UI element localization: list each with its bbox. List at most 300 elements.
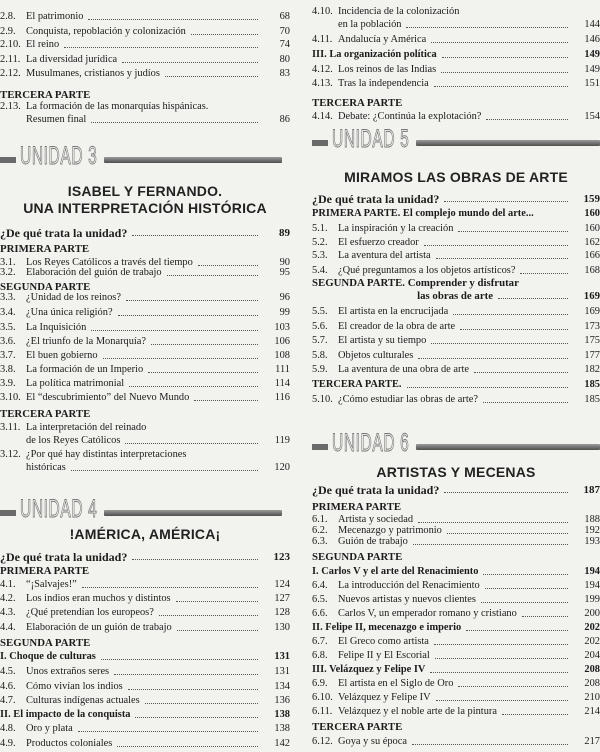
- toc-entry[interactable]: [312, 649, 600, 662]
- entry-title: El esfuerzo creador: [338, 237, 419, 248]
- page-number: 185: [584, 394, 600, 405]
- banner-bar-right: [104, 157, 282, 163]
- toc-entry[interactable]: [312, 677, 600, 690]
- entry-title: I. Choque de culturas: [0, 651, 96, 662]
- entry-title: Nuevos artistas y nuevos clientes: [338, 594, 476, 605]
- part-heading-continued: [312, 289, 600, 302]
- unit-title-line: !AMÉRICA, AMÉRICA¡: [69, 526, 221, 542]
- unit-intro-entry[interactable]: [312, 190, 600, 205]
- page-number: 160: [584, 208, 600, 219]
- entry-title: Mecenazgo y patrimonio: [338, 525, 442, 536]
- dot-leader: [436, 700, 568, 701]
- entry-title: Carlos V, un emperador romano y cristiano: [338, 608, 517, 619]
- entry-number: 6.7.: [312, 636, 328, 647]
- page-number: 214: [584, 706, 600, 717]
- part-heading: TERCERA PARTE: [312, 97, 403, 109]
- entry-title: Productos coloniales: [26, 738, 113, 749]
- page-number: 160: [584, 223, 600, 234]
- toc-entry[interactable]: [312, 607, 600, 620]
- toc-entry[interactable]: [0, 621, 290, 634]
- page-number: 208: [584, 678, 600, 689]
- page-number: 162: [584, 237, 600, 248]
- unit-intro-entry[interactable]: [0, 224, 290, 239]
- entry-title: Elaboración de un guión de trabajo: [26, 622, 172, 633]
- dot-leader: [101, 659, 258, 660]
- toc-entry[interactable]: [0, 665, 290, 678]
- section-entry[interactable]: [312, 663, 600, 676]
- entry-number: 4.11.: [312, 34, 333, 45]
- page-number: 200: [584, 608, 600, 619]
- toc-entry[interactable]: [312, 77, 600, 90]
- toc-entry[interactable]: [312, 363, 600, 376]
- toc-entry[interactable]: [0, 377, 290, 390]
- entry-title: El artista en la encrucijada: [338, 306, 449, 317]
- entry-number: 3.11.: [0, 422, 21, 433]
- toc-entry[interactable]: [0, 67, 290, 80]
- page-number: 124: [274, 579, 290, 590]
- entry-number: 3.12.: [0, 449, 21, 460]
- dot-leader: [424, 245, 568, 246]
- dot-leader: [176, 601, 258, 602]
- entry-number: 5.5.: [312, 306, 328, 317]
- dot-leader: [458, 686, 568, 687]
- entry-number: 4.9.: [0, 738, 16, 749]
- entry-number: 4.13.: [312, 78, 333, 89]
- toc-entry[interactable]: [312, 349, 600, 362]
- page-number: 120: [274, 462, 290, 473]
- dot-leader: [453, 314, 568, 315]
- entry-title: ¿Qué pretendían los europeos?: [26, 607, 154, 618]
- section-entry[interactable]: [312, 48, 600, 61]
- dot-leader: [413, 544, 568, 545]
- part-heading: PRIMERA PARTE: [0, 565, 90, 577]
- toc-entry[interactable]: [0, 680, 290, 693]
- entry-title: ¿Unidad de los reinos?: [26, 292, 121, 303]
- dot-leader: [88, 19, 258, 20]
- dot-leader: [436, 258, 568, 259]
- page-number: 89: [279, 227, 290, 239]
- page-number: 199: [584, 594, 600, 605]
- entry-title: El buen gobierno: [26, 350, 98, 361]
- page-number: 127: [274, 593, 290, 604]
- toc-entry[interactable]: [0, 266, 290, 279]
- page-number: 96: [279, 292, 290, 303]
- entry-title: Resumen final: [26, 114, 87, 125]
- dot-leader: [117, 746, 258, 747]
- page-number: 114: [274, 378, 290, 389]
- page-number: 185: [584, 379, 600, 390]
- entry-number: 6.10.: [312, 692, 333, 703]
- page-number: 146: [584, 34, 600, 45]
- page-number: 159: [583, 193, 600, 205]
- dot-leader: [407, 387, 568, 388]
- page-number: 208: [584, 664, 600, 675]
- part-heading: SEGUNDA PARTE: [312, 551, 403, 563]
- page-number: 194: [584, 566, 600, 577]
- dot-leader: [103, 358, 258, 359]
- banner-bar-left: [312, 444, 328, 450]
- entry-number: 5.7.: [312, 335, 328, 346]
- toc-entry[interactable]: [312, 334, 600, 347]
- dot-leader: [444, 201, 568, 202]
- toc-entry[interactable]: [0, 737, 290, 750]
- page-number: 217: [584, 736, 600, 747]
- toc-entry[interactable]: [0, 306, 290, 319]
- toc-right-column: [312, 0, 600, 752]
- unit-intro-entry[interactable]: [312, 481, 600, 496]
- page-number: 74: [279, 39, 290, 50]
- page-number: 177: [584, 350, 600, 361]
- entry-number: 3.10.: [0, 392, 21, 403]
- toc-entry[interactable]: [0, 53, 290, 66]
- entry-number: 4.5.: [0, 666, 16, 677]
- page-number: 187: [583, 484, 600, 496]
- dot-leader: [148, 372, 258, 373]
- dot-leader: [114, 674, 258, 675]
- entry-title-continued: [26, 461, 290, 474]
- entry-title: ¿Cómo estudiar las obras de arte?: [338, 394, 478, 405]
- entry-number: 5.3.: [312, 250, 328, 261]
- unit-banner: [0, 142, 290, 170]
- page-number: 130: [274, 622, 290, 633]
- entry-title: III. Velázquez y Felipe IV: [312, 664, 426, 675]
- entry-number: 6.3.: [312, 536, 328, 547]
- unit-title: [0, 183, 290, 217]
- banner-bar-left: [0, 157, 16, 163]
- page-number: 86: [279, 114, 290, 125]
- toc-entry[interactable]: [312, 5, 600, 30]
- page-number: 142: [274, 738, 290, 749]
- toc-entry[interactable]: [0, 694, 290, 707]
- part-heading[interactable]: [312, 276, 600, 302]
- page-number: 136: [274, 695, 290, 706]
- dot-leader: [177, 630, 258, 631]
- entry-number: 6.8.: [312, 650, 328, 661]
- unit-label: UNIDAD 5: [332, 125, 410, 153]
- part-heading: TERCERA PARTE: [0, 408, 91, 420]
- toc-entry[interactable]: [0, 100, 290, 125]
- toc-entry[interactable]: [312, 110, 600, 123]
- dot-leader: [82, 587, 258, 588]
- page-number: 70: [279, 26, 290, 37]
- dot-leader: [151, 344, 258, 345]
- banner-bar-right: [104, 510, 282, 516]
- entry-title: La Inquisición: [26, 322, 87, 333]
- entry-title: II. El impacto de la conquista: [0, 709, 131, 720]
- section-entry[interactable]: [312, 621, 600, 634]
- dot-leader: [64, 47, 258, 48]
- dot-leader: [442, 57, 568, 58]
- section-entry[interactable]: [0, 650, 290, 663]
- page-number: 169: [584, 306, 600, 317]
- page-number: 106: [274, 336, 290, 347]
- dot-leader: [91, 330, 258, 331]
- toc-entry[interactable]: [0, 335, 290, 348]
- entry-title: La aventura del artista: [338, 250, 431, 261]
- page-number: 108: [274, 350, 290, 361]
- entry-number: 5.8.: [312, 350, 328, 361]
- entry-title: Musulmanes, cristianos y judíos: [26, 68, 160, 79]
- part-heading: PRIMERA PARTE: [0, 243, 90, 255]
- page-number: 210: [584, 692, 600, 703]
- toc-entry[interactable]: [312, 735, 600, 748]
- toc-entry[interactable]: [0, 722, 290, 735]
- dot-leader: [406, 27, 568, 28]
- page-number: 119: [274, 435, 290, 446]
- toc-entry[interactable]: [312, 222, 600, 235]
- toc-entry[interactable]: [0, 25, 290, 38]
- dot-leader: [132, 235, 258, 236]
- entry-title: La formación de un Imperio: [26, 364, 144, 375]
- toc-entry[interactable]: [0, 349, 290, 362]
- entry-number: 6.1.: [312, 514, 328, 525]
- dot-leader: [483, 574, 568, 575]
- entry-title: Elaboración del guión de trabajo: [26, 267, 162, 278]
- entry-number: 3.7.: [0, 350, 16, 361]
- dot-leader: [431, 42, 568, 43]
- toc-entry[interactable]: [312, 705, 600, 718]
- unit-banner: [312, 125, 600, 153]
- dot-leader: [194, 400, 258, 401]
- entry-title: Andalucía y América: [338, 34, 427, 45]
- entry-number: 3.4.: [0, 307, 16, 318]
- toc-entry[interactable]: [0, 391, 290, 404]
- entry-title: Goya y su época: [338, 736, 407, 747]
- entry-number: 3.8.: [0, 364, 16, 375]
- entry-title: Objetos culturales: [338, 350, 414, 361]
- part-heading-text: SEGUNDA PARTE. Comprender y disfrutar: [312, 277, 519, 289]
- page-number: 123: [273, 551, 290, 563]
- page-number: 144: [584, 19, 600, 30]
- dot-leader: [444, 492, 568, 493]
- dot-leader: [520, 273, 568, 274]
- entry-number: 5.6.: [312, 321, 328, 332]
- entry-number: 4.12.: [312, 64, 333, 75]
- entry-number: 4.1.: [0, 579, 16, 590]
- dot-leader: [447, 533, 568, 534]
- entry-title: Incidencia de la colonización: [338, 6, 460, 17]
- entry-number: 3.2.: [0, 267, 16, 278]
- page-number: 182: [584, 364, 600, 375]
- part-heading: TERCERA PARTE: [312, 721, 403, 733]
- toc-entry[interactable]: [312, 535, 600, 548]
- dot-leader: [167, 275, 258, 276]
- entry-number: 5.4.: [312, 265, 328, 276]
- dot-leader: [71, 470, 258, 471]
- entry-number: 6.11.: [312, 706, 333, 717]
- dot-leader: [118, 315, 258, 316]
- section-entry[interactable]: [312, 378, 600, 391]
- entry-title: ¿Qué preguntamos a los objetos artísticos?: [338, 265, 516, 276]
- page-number: 134: [274, 681, 290, 692]
- entry-number: 2.8.: [0, 11, 16, 22]
- toc-entry[interactable]: [312, 635, 600, 648]
- entry-title-continued: [338, 18, 600, 31]
- dot-leader: [522, 616, 568, 617]
- page-number: 103: [274, 322, 290, 333]
- entry-number: 6.9.: [312, 678, 328, 689]
- page-number: 151: [584, 78, 600, 89]
- page-number: 138: [274, 709, 290, 720]
- toc-left-column: [0, 0, 290, 752]
- entry-title: ¿Una única religión?: [26, 307, 113, 318]
- page-number: 149: [584, 49, 600, 60]
- page-number: 68: [279, 11, 290, 22]
- entry-title: Los Reyes Católicos a través del tiempo: [26, 257, 193, 268]
- toc-entry[interactable]: [312, 579, 600, 592]
- dot-leader: [132, 559, 258, 560]
- page-number: 175: [584, 335, 600, 346]
- page-number: 149: [584, 64, 600, 75]
- dot-leader: [434, 86, 568, 87]
- entry-title: Unos extraños seres: [26, 666, 110, 677]
- entry-title: I. Carlos V y el arte del Renacimiento: [312, 566, 479, 577]
- entry-title: Felipe II y El Escorial: [338, 650, 430, 661]
- page-number: 131: [274, 651, 290, 662]
- toc-entry[interactable]: [312, 320, 600, 333]
- entry-title: La inspiración y la creación: [338, 223, 454, 234]
- banner-bar-left: [0, 510, 16, 516]
- entry-title: Guión de trabajo: [338, 536, 408, 547]
- entry-title: La formación de las monarquías hispánicas.: [26, 101, 209, 112]
- entry-title: históricas: [26, 462, 66, 473]
- entry-number: 6.12.: [312, 736, 333, 747]
- part-heading-text: las obras de arte: [417, 290, 493, 302]
- dot-leader: [122, 62, 258, 63]
- page-number: 99: [279, 307, 290, 318]
- entry-title: Oro y plata: [26, 723, 73, 734]
- entry-title: Velázquez y el noble arte de la pintura: [338, 706, 497, 717]
- entry-number: 4.8.: [0, 723, 16, 734]
- page-number: 116: [274, 392, 290, 403]
- entry-title: en la población: [338, 19, 402, 30]
- dot-leader: [498, 298, 568, 299]
- toc-entry[interactable]: [0, 10, 290, 23]
- entry-number: 2.12.: [0, 68, 21, 79]
- page-number: 90: [279, 257, 290, 268]
- toc-entry[interactable]: [312, 393, 600, 406]
- entry-number: 4.10.: [312, 6, 333, 17]
- page-number: 192: [584, 525, 600, 536]
- toc-entry[interactable]: [312, 305, 600, 318]
- toc-entry[interactable]: [312, 593, 600, 606]
- entry-title: La interpretación del reinado: [26, 422, 147, 433]
- entry-title: El creador de la obra de arte: [338, 321, 456, 332]
- dot-leader: [125, 443, 258, 444]
- entry-number: 3.5.: [0, 322, 16, 333]
- unit-label: UNIDAD 3: [20, 142, 98, 170]
- entry-title: ¿Por qué hay distintas interpretaciones: [26, 449, 187, 460]
- toc-entry[interactable]: [312, 691, 600, 704]
- entry-title: La diversidad jurídica: [26, 54, 118, 65]
- page-number: 173: [584, 321, 600, 332]
- entry-title: El patrimonio: [26, 11, 84, 22]
- section-entry[interactable]: [0, 708, 290, 721]
- entry-title: Los indios eran muchos y distintos: [26, 593, 171, 604]
- toc-entry[interactable]: [312, 33, 600, 46]
- toc-entry[interactable]: [0, 421, 290, 446]
- entry-number: 6.2.: [312, 525, 328, 536]
- unit-banner: [312, 429, 600, 457]
- unit-label: UNIDAD 4: [20, 495, 98, 523]
- entry-number: 5.9.: [312, 364, 328, 375]
- page-number: 166: [584, 250, 600, 261]
- toc-entry[interactable]: [312, 236, 600, 249]
- entry-number: 2.13.: [0, 101, 21, 112]
- entry-title: PRIMERA PARTE. El complejo mundo del arte...: [312, 208, 534, 219]
- entry-title-continued: [26, 434, 290, 447]
- banner-bar-right: [416, 444, 600, 450]
- entry-title: III. La organización política: [312, 49, 437, 60]
- dot-leader: [441, 72, 568, 73]
- banner-bar-right: [416, 140, 600, 146]
- page-number: 138: [274, 723, 290, 734]
- page-number: 168: [584, 265, 600, 276]
- dot-leader: [165, 76, 258, 77]
- toc-entry[interactable]: [312, 63, 600, 76]
- entry-number: 4.7.: [0, 695, 16, 706]
- entry-title: “¡Salvajes!”: [26, 579, 77, 590]
- entry-title-continued: [26, 113, 290, 126]
- toc-entry[interactable]: [312, 249, 600, 262]
- entry-title: ¿De qué trata la unidad?: [0, 550, 128, 564]
- dot-leader: [466, 630, 568, 631]
- entry-number: 4.3.: [0, 607, 16, 618]
- dot-leader: [418, 522, 568, 523]
- part-heading: SEGUNDA PARTE: [0, 281, 91, 293]
- entry-title: El artista en el Siglo de Oro: [338, 678, 454, 689]
- dot-leader: [474, 372, 568, 373]
- page-number: 128: [274, 607, 290, 618]
- dot-leader: [435, 658, 568, 659]
- toc-entry[interactable]: [0, 363, 290, 376]
- dot-leader: [159, 615, 258, 616]
- unit-intro-entry[interactable]: [0, 548, 290, 563]
- toc-entry[interactable]: [0, 606, 290, 619]
- dot-leader: [145, 703, 258, 704]
- toc-entry[interactable]: [0, 321, 290, 334]
- entry-number: 2.11.: [0, 54, 21, 65]
- dot-leader: [418, 358, 568, 359]
- dot-leader: [129, 386, 258, 387]
- unit-title-line: UNA INTERPRETACIÓN HISTÓRICA: [23, 200, 267, 216]
- section-entry[interactable]: [312, 207, 600, 220]
- entry-title: ¿De qué trata la unidad?: [312, 192, 440, 206]
- toc-entry[interactable]: [0, 448, 290, 473]
- unit-title-line: ISABEL Y FERNANDO.: [67, 183, 223, 199]
- entry-title: El reino: [26, 39, 60, 50]
- dot-leader: [485, 588, 568, 589]
- banner-bar-left: [312, 140, 328, 146]
- page-number: 80: [279, 54, 290, 65]
- dot-leader: [460, 329, 568, 330]
- dot-leader: [430, 672, 568, 673]
- toc-entry[interactable]: [0, 291, 290, 304]
- page-number: 188: [584, 514, 600, 525]
- entry-title: La política matrimonial: [26, 378, 125, 389]
- entry-title: ¿El triunfo de la Monarquía?: [26, 336, 147, 347]
- dot-leader: [483, 402, 568, 403]
- toc-entry[interactable]: [0, 38, 290, 51]
- entry-title: Conquista, repoblación y colonización: [26, 26, 186, 37]
- toc-entry[interactable]: [0, 592, 290, 605]
- entry-number: 5.2.: [312, 237, 328, 248]
- entry-number: 2.10.: [0, 39, 21, 50]
- toc-entry[interactable]: [0, 578, 290, 591]
- section-entry[interactable]: [312, 565, 600, 578]
- entry-title: El “descubrimiento” del Nuevo Mundo: [26, 392, 190, 403]
- unit-title-line: ARTISTAS Y MECENAS: [376, 464, 536, 480]
